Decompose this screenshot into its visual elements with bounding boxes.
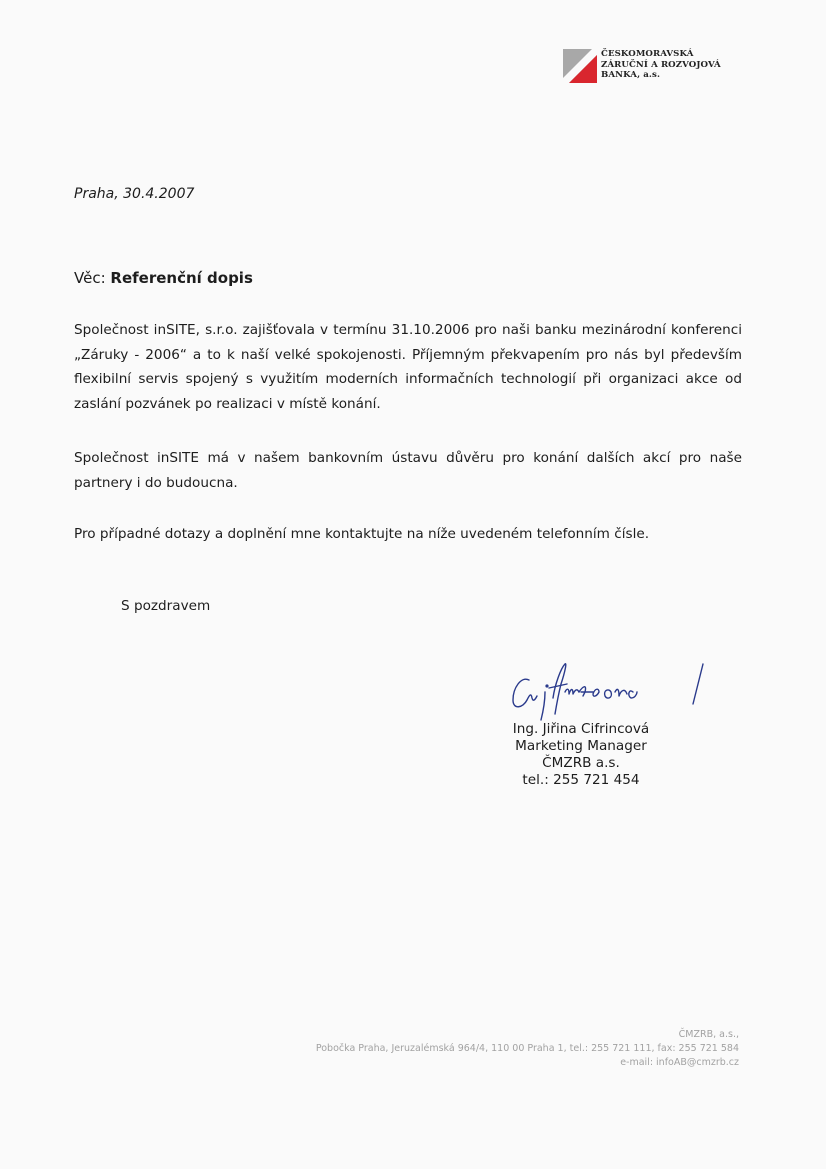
bank-logo-text	[601, 49, 751, 81]
footer-address: Pobočka Praha, Jeruzalémská 964/4, 110 00 Praha 1, tel.: 255 721 111, fax: 255 721 584	[315, 1043, 739, 1054]
letter-footer	[219, 1028, 739, 1070]
bank-logo	[563, 49, 743, 89]
bank-logo-mark-icon	[563, 49, 597, 83]
bank-logo-line-3: BANKA, a.s.	[601, 70, 661, 80]
letter-paragraph-1: Společnost inSITE, s.r.o. zajišťovala v termínu 31.10.2006 pro naši banku mezinárodní konferenci „Záruky - 2006“ a to k naší velké spokojenosti. Příjemným překvapením pro nás byl především flexibilní servis spojený s využitím moderních informačních technologií při organizaci akce od zaslání pozvánek po realizaci v místě konání.	[74, 322, 742, 412]
signatory-block	[506, 721, 656, 789]
subject-text: Referenční dopis	[110, 269, 253, 287]
bank-logo-line-2: ZÁRUČNÍ A ROZVOJOVÁ	[601, 59, 721, 70]
letter-paragraph-3: Pro případné dotazy a doplnění mne kontaktujte na níže uvedeném telefonním čísle.	[74, 526, 650, 542]
handwritten-signature	[507, 662, 717, 722]
signatory-company: ČMZRB a.s.	[542, 755, 620, 771]
signatory-name: Ing. Jiřina Cifrincová	[512, 721, 650, 737]
footer-email: e-mail: infoAB@cmzrb.cz	[620, 1057, 739, 1068]
footer-company: ČMZRB, a.s.,	[678, 1029, 739, 1040]
letter-paragraph-2: Společnost inSITE má v našem bankovním ústavu důvěru pro konání dalších akcí pro naše partnery i do budoucna.	[74, 450, 742, 491]
letter-subject	[74, 269, 253, 287]
letter-closing: S pozdravem	[121, 598, 211, 614]
letter-date: Praha, 30.4.2007	[74, 186, 195, 202]
signatory-position: Marketing Manager	[515, 738, 647, 754]
bank-logo-line-1: ČESKOMORAVSKÁ	[601, 49, 694, 59]
signatory-phone: tel.: 255 721 454	[522, 772, 640, 788]
subject-label: Věc:	[74, 269, 106, 287]
